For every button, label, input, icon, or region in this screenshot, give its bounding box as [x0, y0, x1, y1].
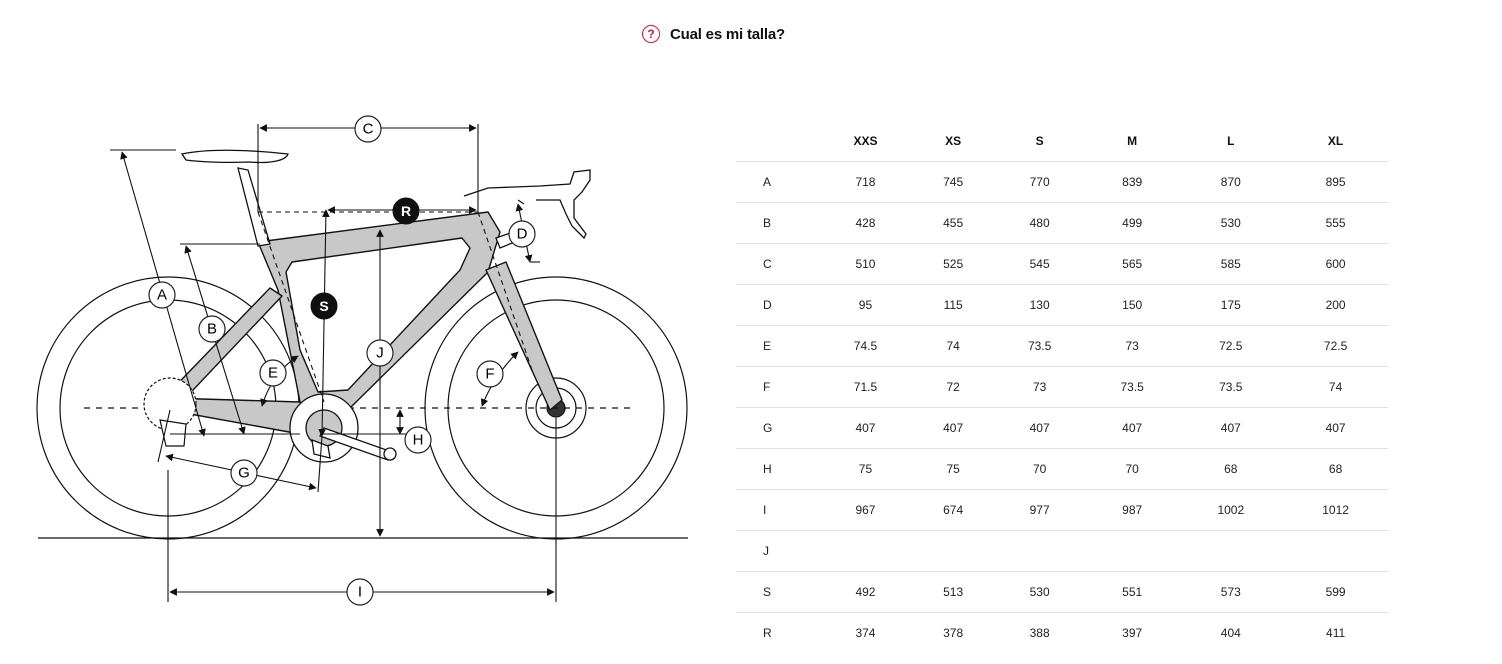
- svg-text:G: G: [238, 464, 250, 482]
- table-cell: 600: [1283, 244, 1388, 285]
- table-cell: 407: [1283, 408, 1388, 449]
- table-cell: 407: [818, 408, 913, 449]
- table-cell: 374: [855, 626, 876, 640]
- seatpost-saddle: [182, 150, 288, 246]
- table-cell: 499: [1086, 203, 1179, 244]
- label-b: [199, 316, 225, 342]
- table-cell: 428: [818, 203, 913, 244]
- table-cell: 74: [1283, 367, 1388, 408]
- table-cell: 565: [1086, 244, 1179, 285]
- table-cell: 404: [1220, 626, 1241, 640]
- table-cell: 72: [913, 367, 993, 408]
- svg-text:B: B: [206, 320, 218, 338]
- table-row: [736, 449, 1388, 490]
- column-header: XS: [913, 121, 993, 162]
- table-cell: 70: [1086, 449, 1179, 490]
- size-guide-link[interactable]: [642, 24, 785, 44]
- table-cell: 718: [818, 162, 913, 203]
- table-cell: 378: [943, 626, 964, 640]
- table-cell: 407: [993, 408, 1086, 449]
- label-g: [231, 460, 257, 486]
- table-cell: 397: [1122, 626, 1143, 640]
- table-cell: 130: [993, 285, 1086, 326]
- table-row: [736, 572, 1388, 613]
- label-h: [405, 427, 431, 453]
- table-cell: 573: [1178, 572, 1283, 613]
- table-cell: 95: [818, 285, 913, 326]
- table-cell: 839: [1086, 162, 1179, 203]
- table-cell: 513: [913, 572, 993, 613]
- table-cell: 480: [993, 203, 1086, 244]
- table-row: [736, 285, 1388, 326]
- table-cell: 870: [1178, 162, 1283, 203]
- svg-text:F: F: [485, 365, 495, 383]
- column-header: M: [1086, 121, 1179, 162]
- label-i: [347, 579, 373, 605]
- table-cell: 551: [1086, 572, 1179, 613]
- svg-text:D: D: [516, 225, 528, 243]
- table-cell: 73: [993, 367, 1086, 408]
- table-cell: 175: [1178, 285, 1283, 326]
- row-label: A: [736, 162, 818, 203]
- table-cell: 200: [1283, 285, 1388, 326]
- table-cell: 545: [993, 244, 1086, 285]
- table-cell: 745: [913, 162, 993, 203]
- table-cell: 74: [913, 326, 993, 367]
- table-cell: 115: [913, 285, 993, 326]
- table-cell: [1086, 531, 1179, 572]
- table-cell: 407: [1178, 408, 1283, 449]
- table-cell: 407: [913, 408, 993, 449]
- table-cell: 977: [993, 490, 1086, 531]
- column-header: S: [993, 121, 1086, 162]
- table-cell: 75: [913, 449, 993, 490]
- column-header: XXS: [818, 121, 913, 162]
- table-cell: 73.5: [1086, 367, 1179, 408]
- table-cell: 555: [1283, 203, 1388, 244]
- table-cell: 68: [1283, 449, 1388, 490]
- table-cell: [993, 531, 1086, 572]
- table-cell: 967: [818, 490, 913, 531]
- bike-geometry-diagram: [30, 110, 700, 610]
- label-j: [367, 340, 393, 366]
- table-cell: 388: [1029, 626, 1050, 640]
- table-cell: 1002: [1178, 490, 1283, 531]
- svg-text:I: I: [357, 583, 363, 601]
- table-cell: 510: [818, 244, 913, 285]
- row-label: R: [763, 626, 772, 640]
- table-cell: [818, 531, 913, 572]
- row-label: S: [736, 572, 818, 613]
- table-header-row: [736, 121, 1388, 162]
- column-header: L: [1178, 121, 1283, 162]
- table-cell: 530: [993, 572, 1086, 613]
- table-cell: 411: [1326, 626, 1346, 640]
- geometry-table: [736, 121, 1388, 653]
- table-row: [736, 244, 1388, 285]
- size-guide-label: Cual es mi talla?: [670, 25, 785, 43]
- table-cell: [913, 531, 993, 572]
- row-label: G: [736, 408, 818, 449]
- table-cell: 150: [1086, 285, 1179, 326]
- table-cell: 525: [913, 244, 993, 285]
- label-f: [477, 361, 503, 387]
- table-cell: 75: [818, 449, 913, 490]
- label-e: [260, 360, 286, 386]
- svg-text:J: J: [376, 344, 384, 362]
- row-label: D: [736, 285, 818, 326]
- column-header: XL: [1283, 121, 1388, 162]
- table-row: [736, 162, 1388, 203]
- table-cell: 492: [818, 572, 913, 613]
- table-row: [736, 408, 1388, 449]
- table-cell: 73.5: [1178, 367, 1283, 408]
- row-label: H: [736, 449, 818, 490]
- table-cell: 71.5: [818, 367, 913, 408]
- row-label: E: [736, 326, 818, 367]
- table-cell: 987: [1086, 490, 1179, 531]
- label-r: [393, 198, 419, 224]
- label-s: [311, 293, 337, 319]
- table-cell: 895: [1283, 162, 1388, 203]
- table-cell: 68: [1178, 449, 1283, 490]
- table-cell: 585: [1178, 244, 1283, 285]
- row-label: J: [736, 531, 818, 572]
- table-cell: 70: [993, 449, 1086, 490]
- table-row: [736, 531, 1388, 572]
- table-cell: [1178, 531, 1283, 572]
- column-header: [736, 121, 818, 162]
- label-c: [355, 116, 381, 142]
- svg-text:R: R: [400, 203, 412, 219]
- svg-text:C: C: [362, 120, 374, 138]
- table-cell: 599: [1283, 572, 1388, 613]
- svg-text:A: A: [156, 286, 168, 304]
- svg-text:S: S: [319, 298, 329, 314]
- table-cell: 530: [1178, 203, 1283, 244]
- svg-text:H: H: [412, 431, 424, 449]
- table-cell: 72.5: [1178, 326, 1283, 367]
- label-d: [509, 221, 535, 247]
- table-cell: 770: [993, 162, 1086, 203]
- table-cell: 73: [1086, 326, 1179, 367]
- table-cell: 74.5: [818, 326, 913, 367]
- row-label: B: [736, 203, 818, 244]
- table-row: [736, 367, 1388, 408]
- table-cell: 73.5: [993, 326, 1086, 367]
- row-label: C: [736, 244, 818, 285]
- table-cell: [1283, 531, 1388, 572]
- table-row: [736, 326, 1388, 367]
- row-label: I: [736, 490, 818, 531]
- table-row: [736, 613, 1388, 654]
- table-cell: 455: [913, 203, 993, 244]
- label-a: [149, 282, 175, 308]
- table-cell: 674: [913, 490, 993, 531]
- table-row: [736, 490, 1388, 531]
- svg-text:E: E: [267, 364, 279, 382]
- table-cell: 407: [1086, 408, 1179, 449]
- table-cell: 72.5: [1283, 326, 1388, 367]
- table-cell: 1012: [1283, 490, 1388, 531]
- table-row: [736, 203, 1388, 244]
- question-circle-icon: ?: [642, 25, 660, 43]
- row-label: F: [736, 367, 818, 408]
